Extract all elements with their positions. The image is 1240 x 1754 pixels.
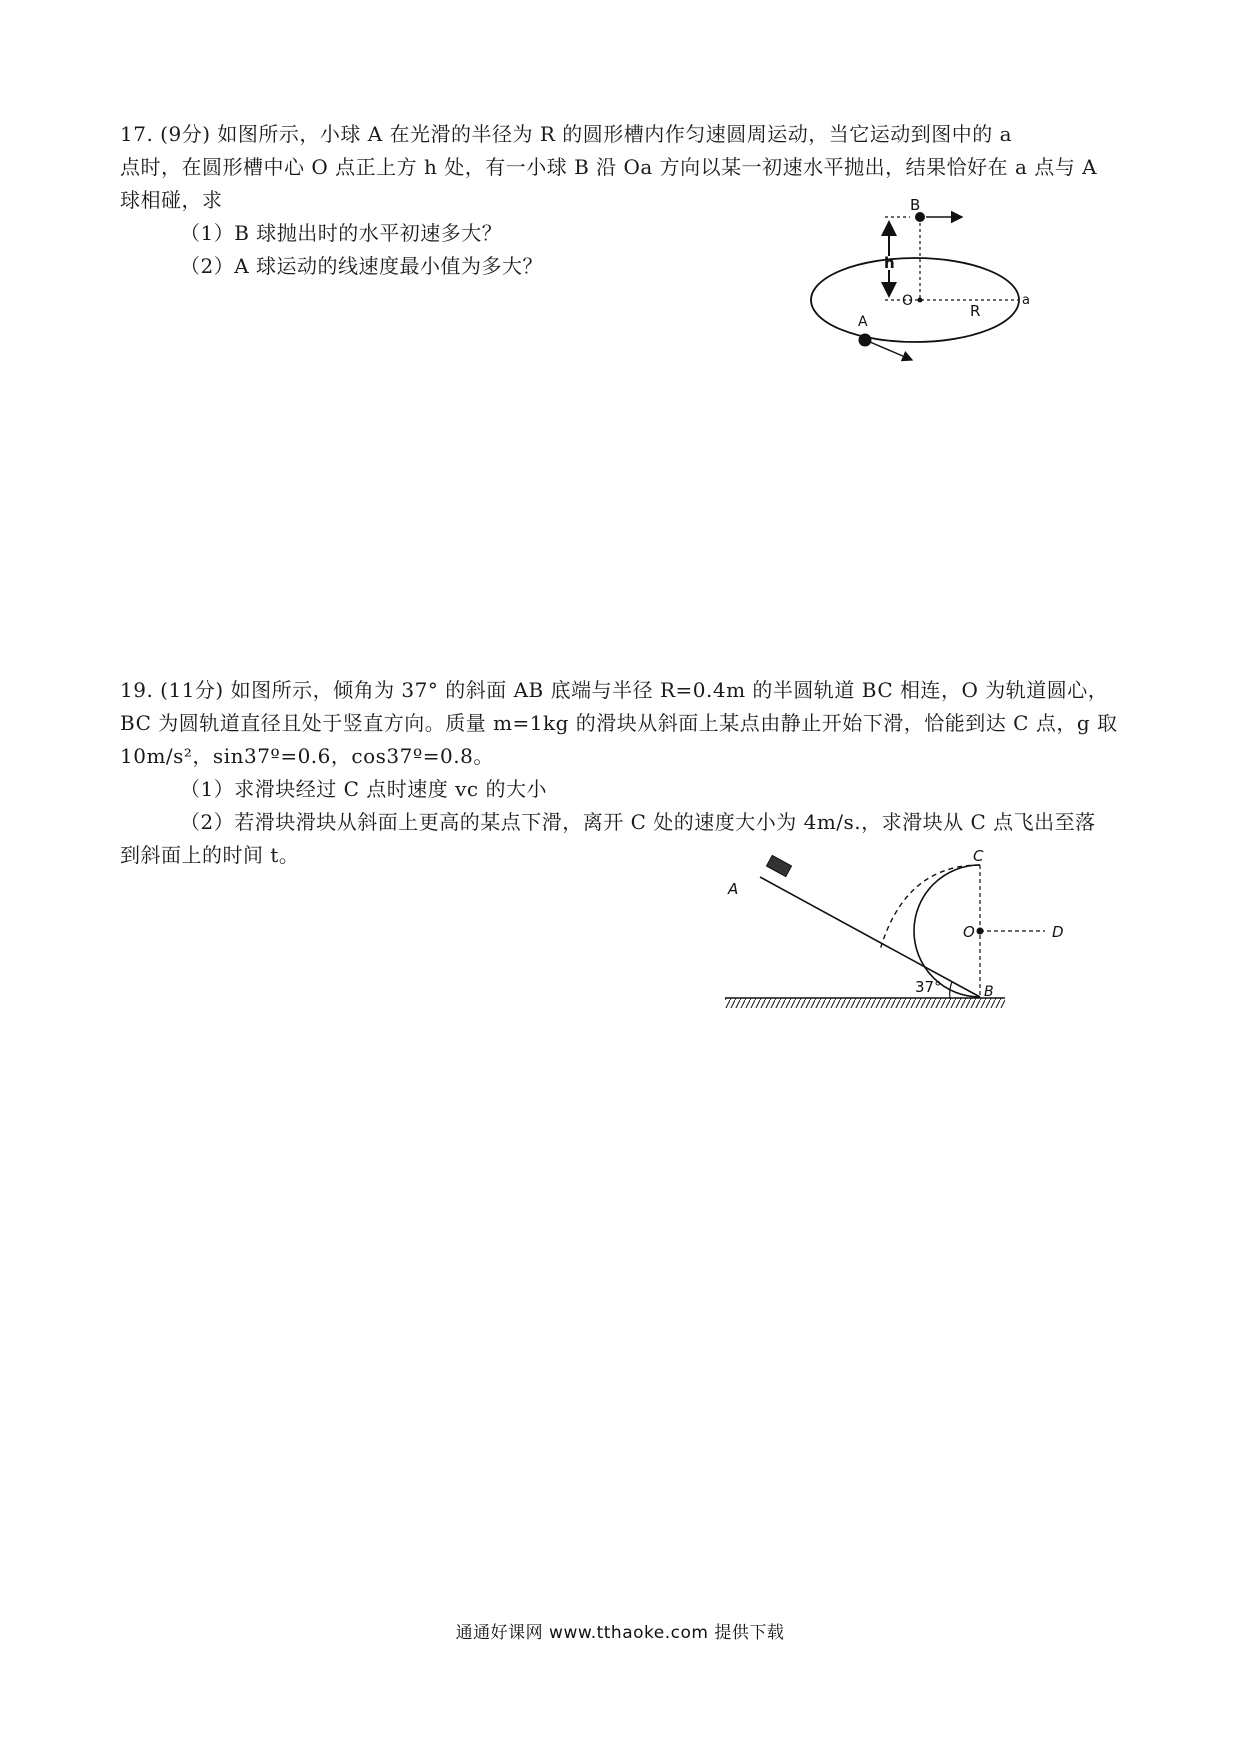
label-C: C (973, 847, 984, 865)
problem-17-line-1: 17. (9分) 如图所示，小球 A 在光滑的半径为 R 的圆形槽内作匀速圆周运动，当它运动到图中的 a (120, 122, 1013, 146)
problem-19-line-2: BC 为圆轨道直径且处于竖直方向。质量 m=1kg 的滑块从斜面上某点由静止开始下滑，恰能到达 C 点，g 取 (120, 711, 1118, 735)
problem-19-line-1: 19. (11分) 如图所示，倾角为 37° 的斜面 AB 底端与半径 R=0.4m 的半圆轨道 BC 相连，O 为轨道圆心， (120, 678, 1109, 702)
problem-17-diagram (810, 196, 1060, 360)
ball-A (859, 334, 872, 347)
label-O: O (963, 923, 975, 941)
problem-19-line-3: 10m/s²，sin37º=0.6，cos37º=0.8。 (120, 744, 494, 768)
problem-17-line-3: 球相碰，求 (120, 188, 223, 212)
footer-source: 通通好课网 www.tthaoke.com 提供下载 (455, 1623, 785, 1643)
problem-19-question-2-line-2: 到斜面上的时间 t。 (120, 843, 300, 867)
label-A: A (858, 314, 868, 330)
problem-17-question-1: （1）B 球抛出时的水平初速多大？ (180, 221, 503, 245)
problem-19-diagram (720, 847, 1064, 1030)
label-a: a (1022, 293, 1030, 308)
label-B: B (984, 984, 994, 1000)
label-angle: 37° (915, 978, 942, 996)
center-O-dot (977, 928, 984, 935)
problem-17-line-2: 点时，在圆形槽中心 O 点正上方 h 处，有一小球 B 沿 Oa 方向以某一初速水平抛出，结果恰好在 a 点与 A (120, 155, 1098, 179)
slider-block (766, 855, 791, 876)
label-O: O (902, 293, 914, 309)
problem-19-question-2-line-1: （2）若滑块滑块从斜面上更高的某点下滑，离开 C 处的速度大小为 4m/s.，求滑块从 C 点飞出至落 (180, 810, 1096, 834)
label-A: A (728, 880, 739, 898)
ground-hatch (725, 998, 1005, 1008)
label-D: D (1052, 923, 1064, 941)
problem-17-question-2: （2）A 球运动的线速度最小值为多大？ (180, 254, 544, 278)
problem-19-question-1: （1）求滑块经过 C 点时速度 vc 的大小 (180, 777, 547, 801)
label-R: R (970, 302, 981, 320)
label-B: B (910, 196, 921, 214)
center-O-dot (918, 298, 923, 303)
label-h: h (884, 254, 895, 272)
ball-A-velocity-arrow (870, 342, 912, 360)
incline-AB (760, 877, 980, 997)
